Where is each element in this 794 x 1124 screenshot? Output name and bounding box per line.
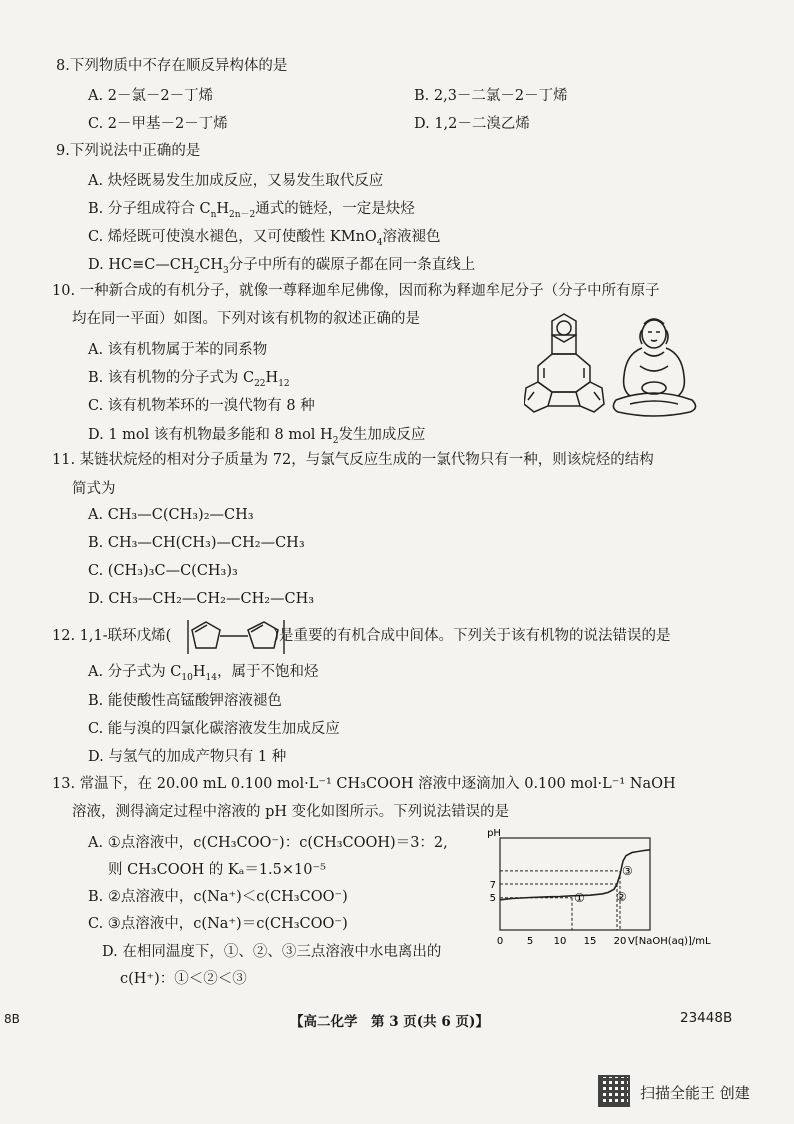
q9-option-c: C. 烯烃既可使溴水褪色，又可使酸性 KMnO$_4$溶液褪色 [88, 229, 441, 248]
chart-point-label: ② [616, 890, 627, 905]
q8-option-d: D. 1,2－二溴乙烯 [414, 116, 530, 132]
q11-stem-line2: 简式为 [72, 481, 116, 497]
chart-x-axis-label: V[NaOH(aq)]/mL [628, 936, 711, 947]
q10-option-d: D. 1 mol 该有机物最多能和 8 mol $H_2$发生加成反应 [88, 427, 426, 446]
q13-stem-line1: 13. 常温下，在 20.00 mL 0.100 mol·L⁻¹ CH₃COOH 溶液中逐滴加入 0.100 mol·L⁻¹ NaOH [52, 776, 676, 792]
q10-option-c: C. 该有机物苯环的一溴代物有 8 种 [88, 398, 315, 414]
q12-option-a: A. 分子式为 $C_{10}H_{14}$，属于不饱和烃 [88, 664, 319, 683]
chart-x-tick-label: 20 [613, 936, 627, 947]
q12-option-c: C. 能与溴的四氯化碳溶液发生加成反应 [88, 721, 340, 737]
q11-option-a: A. CH₃—C(CH₃)₂—CH₃ [88, 507, 254, 523]
q13-option-c: C. ③点溶液中，c(Na⁺)＝c(CH₃COO⁻) [88, 916, 348, 932]
footer-right-code: 23448B [680, 1010, 733, 1026]
q12-option-b: B. 能使酸性高锰酸钾溶液褪色 [88, 693, 282, 709]
q9-option-b: B. 分子组成符合 $C_nH_{2n-2}$通式的链烃，一定是炔烃 [88, 201, 415, 220]
chart-y-axis-label: pH [487, 828, 501, 839]
footer-left-code: 8B [4, 1012, 20, 1026]
q8-option-c: C. 2－甲基－2－丁烯 [88, 116, 228, 132]
buddha-figure-image [610, 316, 724, 418]
q8-option-a: A. 2－氯－2－丁烯 [88, 88, 214, 104]
q8-stem: 8.下列物质中不存在顺反异构体的是 [56, 58, 288, 74]
q9-stem: 9.下列说法中正确的是 [56, 143, 201, 159]
q13-option-a-line1: A. ①点溶液中，c(CH₃COO⁻)：c(CH₃COOH)＝3：2, [88, 835, 448, 851]
q9-option-d: D. $HC\equiv C—CH_2CH_3$分子中所有的碳原子都在同一条直线上 [88, 257, 476, 276]
chart-y-tick-label: 5 [489, 893, 496, 905]
chart-y-tick-label: 7 [489, 880, 496, 891]
q13-option-d-line2: c(H⁺)：①＜②＜③ [120, 971, 247, 987]
q13-option-a-line2: 则 CH₃COOH 的 Kₐ＝1.5×10⁻⁵ [108, 862, 326, 878]
scanner-qr-icon [598, 1075, 630, 1107]
chart-x-tick-label: 15 [583, 936, 597, 947]
bicyclopentenyl-structure [186, 618, 286, 656]
q13-option-b: B. ②点溶液中，c(Na⁺)＜c(CH₃COO⁻) [88, 889, 348, 905]
q11-option-d: D. CH₃—CH₂—CH₂—CH₂—CH₃ [88, 591, 315, 607]
chart-point-label: ③ [622, 863, 633, 878]
q10-option-b: B. 该有机物的分子式为 $C_{22}H_{12}$ [88, 370, 290, 389]
titration-ph-chart [478, 826, 760, 964]
q12-stem: 12. 1,1-联环戊烯( )是重要的有机合成中间体。下列关于该有机物的说法错误的是 [52, 628, 671, 644]
chart-x-tick-label: 0 [496, 936, 504, 947]
chart-point-label: ① [574, 890, 585, 905]
q13-stem-line2: 溶液，测得滴定过程中溶液的 pH 变化如图所示。下列说法错误的是 [72, 804, 510, 820]
scanner-watermark-text: 扫描全能王 创建 [640, 1084, 750, 1102]
q8-option-b: B. 2,3－二氯－2－丁烯 [414, 88, 568, 104]
q10-option-a: A. 该有机物属于苯的同系物 [88, 342, 268, 358]
footer-page-info: 【高二化学 第 3 页(共 6 页)】 [290, 1014, 489, 1030]
q11-option-c: C. (CH₃)₃C—C(CH₃)₃ [88, 563, 238, 579]
chart-x-tick-label: 5 [526, 936, 534, 947]
chart-x-tick-label: 10 [553, 936, 567, 947]
q11-option-b: B. CH₃—CH(CH₃)—CH₂—CH₃ [88, 535, 305, 551]
q9-option-a: A. 炔烃既易发生加成反应，又易发生取代反应 [88, 173, 384, 189]
q12-option-d: D. 与氢气的加成产物只有 1 种 [88, 749, 287, 765]
q10-stem-line2: 均在同一平面）如图。下列对该有机物的叙述正确的是 [72, 311, 420, 327]
buddha-molecule-structure [524, 312, 624, 418]
q10-stem-line1: 10. 一种新合成的有机分子，就像一尊释迦牟尼佛像，因而称为释迦牟尼分子（分子中所有原子 [52, 283, 660, 299]
q11-stem-line1: 11. 某链状烷烃的相对分子质量为 72，与氯气反应生成的一氯代物只有一种，则该烷烃的结构 [52, 452, 654, 468]
q13-option-d-line1: D. 在相同温度下，①、②、③三点溶液中水电离出的 [102, 944, 442, 960]
